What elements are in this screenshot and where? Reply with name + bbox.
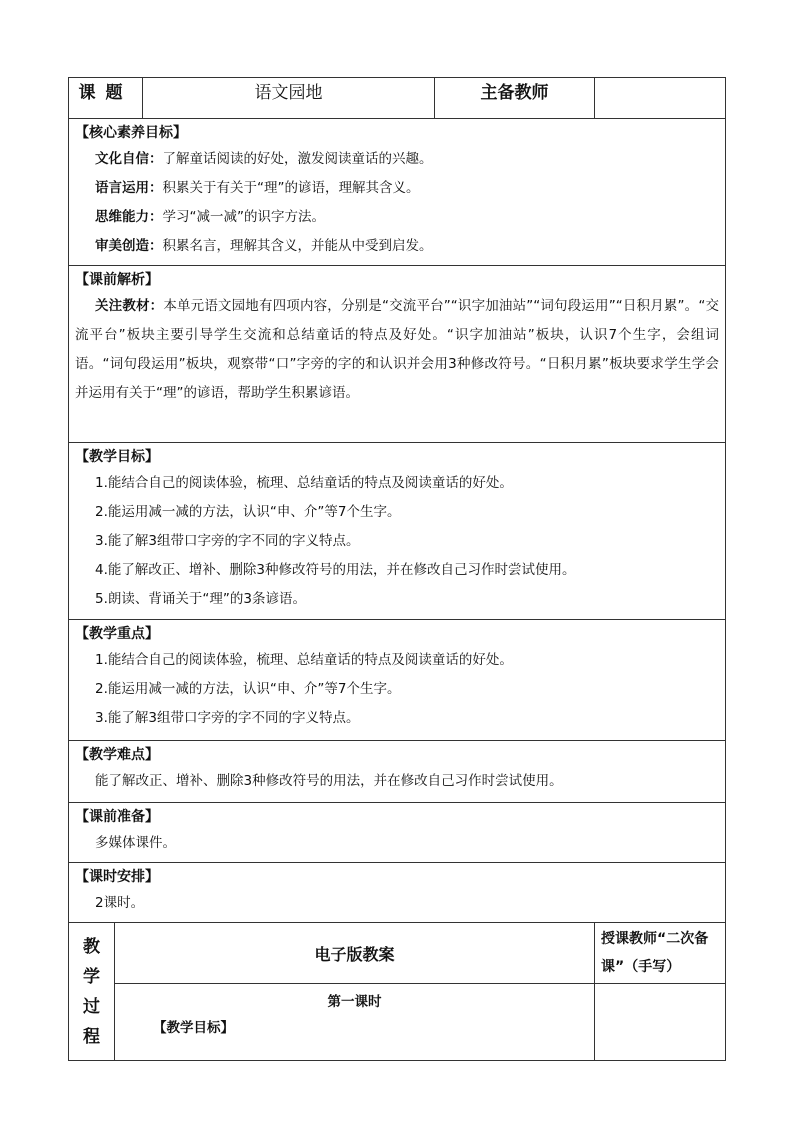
teaching-goals-heading: 【教学目标】 (75, 449, 159, 465)
teacher-value[interactable] (595, 78, 726, 119)
key-points-row (69, 620, 726, 741)
process-label: 教 学 过 程 (69, 923, 115, 1061)
core-goals-heading: 【核心素养目标】 (75, 125, 187, 141)
preparation-text: 多媒体课件。 (95, 835, 176, 851)
teaching-goal-item: 4.能了解改正、增补、删除3种修改符号的用法，并在修改自己习作时尝试使用。 (95, 562, 576, 578)
teaching-goals-row (69, 443, 726, 620)
process-header-row (69, 923, 726, 984)
lesson-plan-table (68, 77, 726, 1061)
analysis-paragraph: 关注教材：本单元语文园地有四项内容，分别是“交流平台”“识字加油站”“词句段运用”“日积月累”。“交流平台”板块主要引导学生交流和总结童话的特点及好处。“识字加油站”板块，认识7个生字，会组词语。“词句段运用”板块，观察带“口”字旁的字的和认识并会用3种修改符号。“日积月累”板块要求学生学会并运用有关于“理”的谚语，帮助学生积累谚语。 (75, 298, 719, 401)
schedule-text: 2课时。 (95, 895, 145, 911)
electronic-plan-heading: 电子版教案 (115, 923, 595, 984)
lesson-content (115, 984, 595, 1061)
lesson-sub-heading: 【教学目标】 (153, 1020, 234, 1036)
preparation-row (69, 803, 726, 863)
core-goal-item: 语言运用：积累关于有关于“理”的谚语，理解其含义。 (95, 180, 420, 196)
key-point-item: 1.能结合自己的阅读体验，梳理、总结童话的特点及阅读童话的好处。 (95, 652, 513, 668)
header-row (69, 78, 726, 119)
analysis-heading: 【课前解析】 (75, 272, 159, 288)
core-goal-item: 审美创造：积累名言，理解其含义，并能从中受到启发。 (95, 238, 433, 254)
core-goal-item: 思维能力：学习“减一减”的识字方法。 (95, 209, 325, 225)
analysis-row (69, 266, 726, 443)
schedule-heading: 【课时安排】 (75, 869, 159, 885)
schedule-row (69, 863, 726, 923)
lesson-plan-sheet (68, 77, 725, 1061)
handwritten-notes-area[interactable] (595, 984, 726, 1061)
teaching-goal-item: 1.能结合自己的阅读体验，梳理、总结童话的特点及阅读童话的好处。 (95, 475, 513, 491)
second-preparation-heading: 授课教师“二次备课”（手写） (595, 923, 726, 984)
teaching-goal-item: 5.朗读、背诵关于“理”的3条谚语。 (95, 591, 306, 607)
topic-value: 语文园地 (143, 78, 435, 119)
core-goal-item: 文化自信：了解童话阅读的好处，激发阅读童话的兴趣。 (95, 151, 433, 167)
difficulty-text: 能了解改正、增补、删除3种修改符号的用法，并在修改自己习作时尝试使用。 (95, 773, 563, 789)
teacher-label: 主备教师 (435, 78, 595, 119)
difficulty-row (69, 741, 726, 803)
lesson-title: 第一课时 (327, 994, 382, 1010)
topic-label: 课题 (69, 78, 143, 119)
preparation-heading: 【课前准备】 (75, 809, 159, 825)
process-content-row (69, 984, 726, 1061)
difficulty-heading: 【教学难点】 (75, 747, 159, 763)
core-goals-row (69, 119, 726, 266)
key-point-item: 2.能运用减一减的方法，认识“申、介”等7个生字。 (95, 681, 401, 697)
teaching-goal-item: 2.能运用减一减的方法，认识“申、介”等7个生字。 (95, 504, 401, 520)
key-point-item: 3.能了解3组带口字旁的字不同的字义特点。 (95, 710, 360, 726)
key-points-heading: 【教学重点】 (75, 626, 159, 642)
teaching-goal-item: 3.能了解3组带口字旁的字不同的字义特点。 (95, 533, 360, 549)
